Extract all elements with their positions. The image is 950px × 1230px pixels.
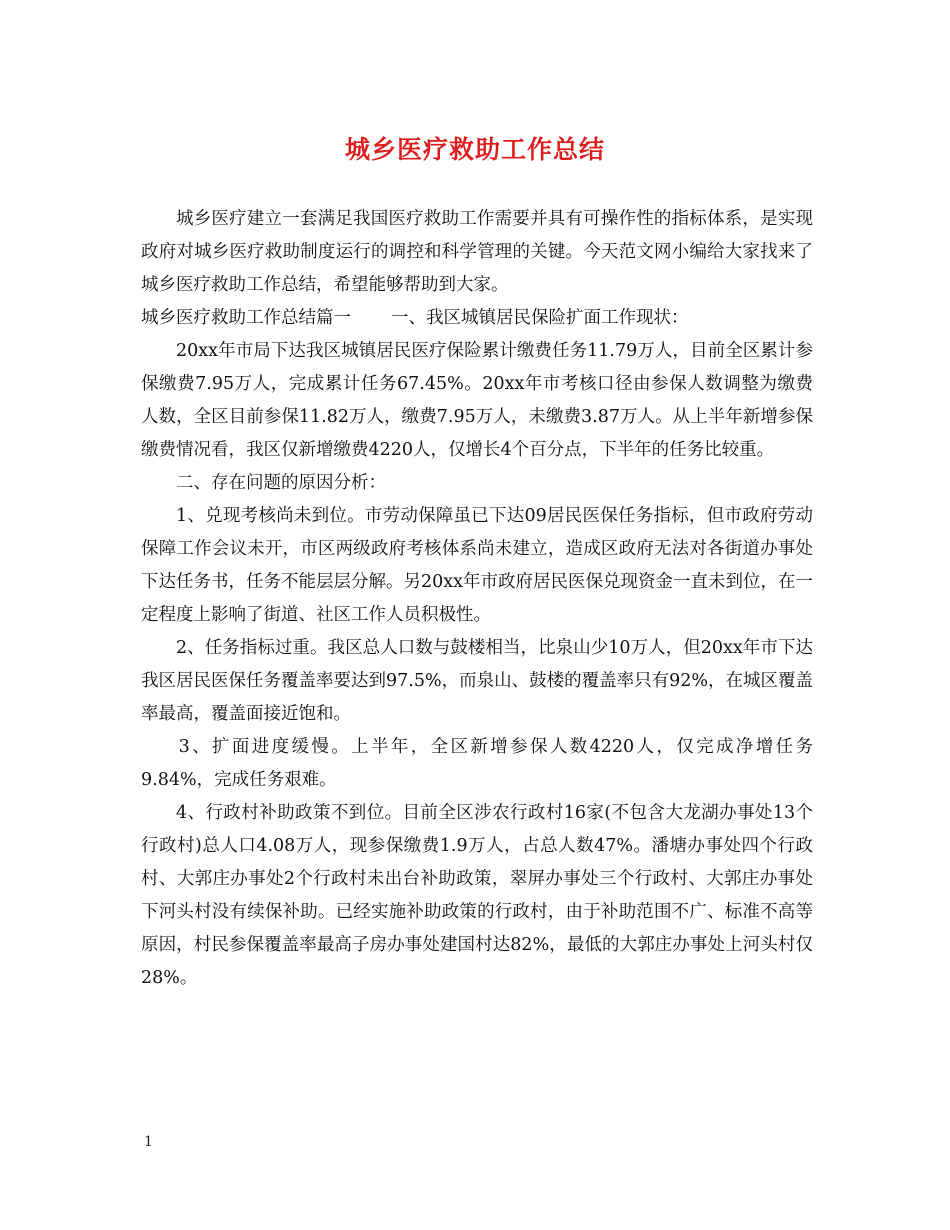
section-heading-line	[141, 302, 813, 335]
document-body	[141, 203, 813, 995]
section-heading-left: 城乡医疗救助工作总结篇一	[141, 308, 351, 328]
analysis-heading: 二、存在问题的原因分析：	[176, 473, 386, 493]
status-paragraph: 20xx年市局下达我区城镇居民医疗保险累计缴费任务11.79万人，目前全区累计参保缴费7.95万人，完成累计任务67.45%。20xx年市考核口径由参保人数调整为缴费人数，全区目前参保11.82万人，缴费7.95万人，未缴费3.87万人。从上半年新增参保缴费情况看，我区仅新增缴费4220人，仅增长4个百分点，下半年的任务比较重。	[141, 341, 813, 460]
intro-paragraph: 城乡医疗建立一套满足我国医疗救助工作需要并具有可操作性的指标体系，是实现政府对城乡医疗救助制度运行的调控和科学管理的关键。今天范文网小编给大家找来了城乡医疗救助工作总结，希望能够帮助到大家。	[141, 209, 813, 295]
document-title: 城乡医疗救助工作总结	[344, 135, 605, 164]
issue-paragraph-4: 4、行政村补助政策不到位。目前全区涉农行政村16家(不包含大龙湖办事处13个行政村)总人口4.08万人，现参保缴费1.9万人，占总人数47%。潘塘办事处四个行政村、大郭庄办事处2个行政村未出台补助政策，翠屏办事处三个行政村、大郭庄办事处下河头村没有续保补助。已经实施补助政策的行政村，由于补助范围不广、标准不高等原因，村民参保覆盖率最高子房办事处建国村达82%，最低的大郭庄办事处上河头村仅28%。	[141, 803, 813, 988]
issue-paragraph-1: 1、兑现考核尚未到位。市劳动保障虽已下达09居民医保任务指标，但市政府劳动保障工作会议未开，市区两级政府考核体系尚未建立，造成区政府无法对各街道办事处下达任务书，任务不能层层分解。另20xx年市政府居民医保兑现资金一直未到位，在一定程度上影响了街道、社区工作人员积极性。	[141, 506, 814, 625]
issue-paragraph-2: 2、任务指标过重。我区总人口数与鼓楼相当，比泉山少10万人，但20xx年市下达我区居民医保任务覆盖率要达到97.5%，而泉山、鼓楼的覆盖率只有92%，在城区覆盖率最高，覆盖面接近饱和。	[141, 638, 813, 724]
section-heading-right: 一、我区城镇居民保险扩面工作现状：	[391, 308, 689, 328]
page-number: 1	[144, 1134, 153, 1150]
issue-paragraph-3: 3、扩面进度缓慢。上半年，全区新增参保人数4220人，仅完成净增任务9.84%，完成任务艰难。	[141, 737, 813, 790]
